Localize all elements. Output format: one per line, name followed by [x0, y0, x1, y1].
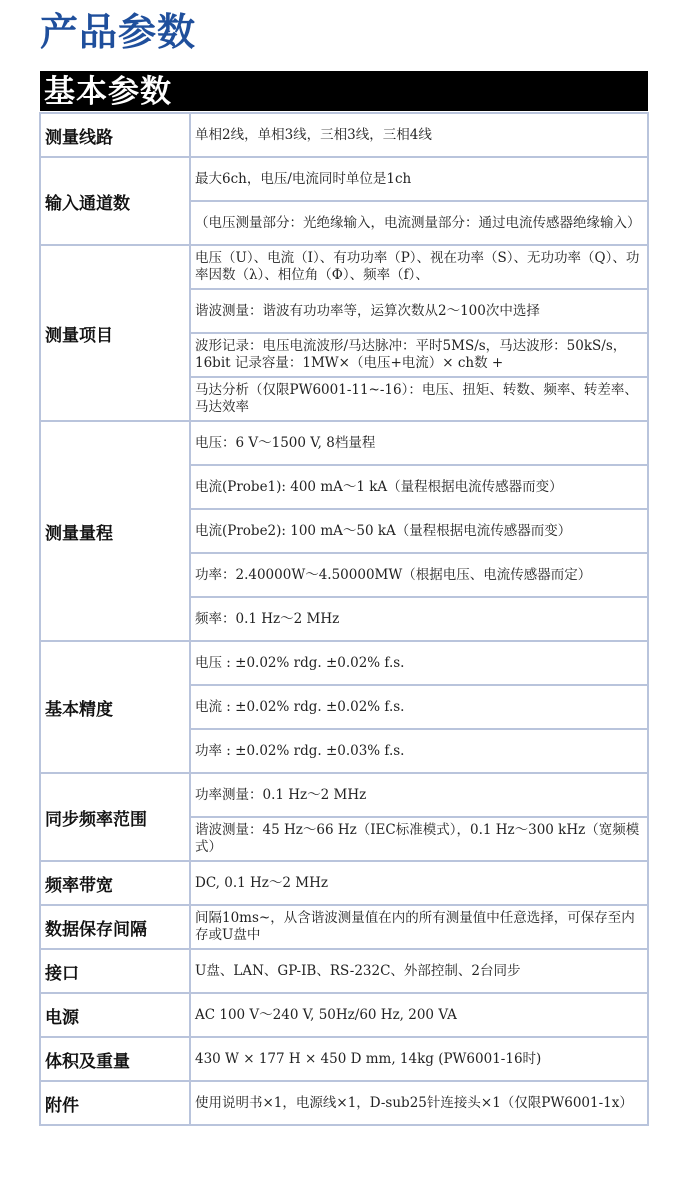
row-value: 间隔10ms~，从含谐波测量值在内的所有测量值中任意选择，可保存至内存或U盘中	[190, 905, 648, 949]
row-value: 功率 : ±0.02% rdg. ±0.03% f.s.	[190, 729, 648, 773]
table-row	[40, 949, 648, 993]
table-row	[40, 861, 648, 905]
section-title: 基本参数	[40, 71, 648, 111]
table-row	[40, 245, 648, 289]
row-label-measurement-range: 测量量程	[40, 421, 190, 641]
row-label-measurement-items: 测量项目	[40, 245, 190, 421]
row-value: 电压：6 V～1500 V, 8档量程	[190, 421, 648, 465]
row-label-measurement-lines: 测量线路	[40, 113, 190, 157]
row-value: 电流(Probe2): 100 mA～50 kA（量程根据电流传感器而变）	[190, 509, 648, 553]
row-value: （电压测量部分：光绝缘输入，电流测量部分：通过电流传感器绝缘输入）	[190, 201, 648, 245]
row-label-interface: 接口	[40, 949, 190, 993]
table-row	[40, 993, 648, 1037]
row-label-accessories: 附件	[40, 1081, 190, 1125]
row-value: 谐波测量：45 Hz～66 Hz（IEC标准模式），0.1 Hz～300 kHz（宽频模式）	[190, 817, 648, 861]
row-value: 功率测量：0.1 Hz～2 MHz	[190, 773, 648, 817]
table-row	[40, 421, 648, 465]
row-value: 使用说明书×1，电源线×1，D-sub25针连接头×1（仅限PW6001-1x）	[190, 1081, 648, 1125]
row-value: 电流 : ±0.02% rdg. ±0.02% f.s.	[190, 685, 648, 729]
row-label-power-supply: 电源	[40, 993, 190, 1037]
row-value: 功率：2.40000W～4.50000MW（根据电压、电流传感器而定）	[190, 553, 648, 597]
row-label-frequency-bandwidth: 频率带宽	[40, 861, 190, 905]
parameters-table	[39, 112, 649, 1126]
row-value: 频率：0.1 Hz～2 MHz	[190, 597, 648, 641]
row-label-dimensions-weight: 体积及重量	[40, 1037, 190, 1081]
row-value: 电压（U）、电流（I）、有功功率（P）、视在功率（S）、无功功率（Q）、功率因数（λ）、相位角（Φ）、频率（f）、	[190, 245, 648, 289]
row-value: 单相2线，单相3线，三相3线，三相4线	[190, 113, 648, 157]
row-value: 波形记录：电压电流波形/马达脉冲：平时5MS/s，马达波形：50kS/s，16bit 记录容量：1MW×（电压+电流）× ch数 +	[190, 333, 648, 377]
table-row	[40, 1081, 648, 1125]
row-label-data-save-interval: 数据保存间隔	[40, 905, 190, 949]
page-title: 产品参数	[40, 10, 197, 54]
row-label-sync-frequency-range: 同步频率范围	[40, 773, 190, 861]
table-row	[40, 113, 648, 157]
row-value: AC 100 V～240 V, 50Hz/60 Hz, 200 VA	[190, 993, 648, 1037]
table-row	[40, 1037, 648, 1081]
row-label-input-channels: 输入通道数	[40, 157, 190, 245]
row-value: 谐波测量：谐波有功功率等，运算次数从2～100次中选择	[190, 289, 648, 333]
row-value: DC, 0.1 Hz～2 MHz	[190, 861, 648, 905]
row-label-basic-accuracy: 基本精度	[40, 641, 190, 773]
table-row	[40, 641, 648, 685]
table-row	[40, 905, 648, 949]
row-value: 马达分析（仅限PW6001-11~-16）：电压、扭矩、转数、频率、转差率、马达效率	[190, 377, 648, 421]
table-row	[40, 157, 648, 201]
row-value: 最大6ch，电压/电流同时单位是1ch	[190, 157, 648, 201]
row-value: 430 W × 177 H × 450 D mm, 14kg (PW6001-16时)	[190, 1037, 648, 1081]
row-value: U盘、LAN、GP-IB、RS-232C、外部控制、2台同步	[190, 949, 648, 993]
row-value: 电流(Probe1): 400 mA～1 kA（量程根据电流传感器而变）	[190, 465, 648, 509]
row-value: 电压 : ±0.02% rdg. ±0.02% f.s.	[190, 641, 648, 685]
table-row	[40, 773, 648, 817]
